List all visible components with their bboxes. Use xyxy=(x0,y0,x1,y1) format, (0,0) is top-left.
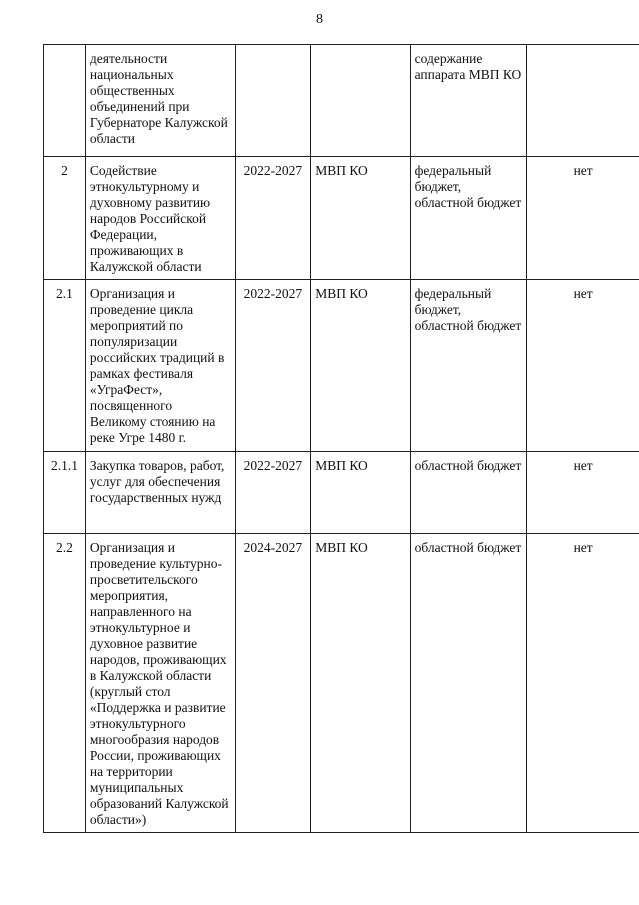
table-row xyxy=(44,452,639,534)
row-number-cell: 2.1 xyxy=(44,280,86,452)
row-number-cell: 2.1.1 xyxy=(44,452,86,534)
result-cell: нет xyxy=(527,534,639,833)
measure-name-cell: деятельности национальных общественных объединений при Губернаторе Калужской области xyxy=(85,45,235,157)
period-cell: 2022-2027 xyxy=(235,452,311,534)
row-number-cell: 2.2 xyxy=(44,534,86,833)
funding-source-cell: областной бюджет xyxy=(410,534,527,833)
table-row xyxy=(44,45,639,157)
measure-name-cell: Организация и проведение культурно-просветительского мероприятия, направленного на этнокультурное и духовное развитие народов, проживающих в Калужской области (круглый стол «Поддержка и развитие этнокультурного многообразия народов России, проживающих на территории муниципальных образований Калужской области») xyxy=(85,534,235,833)
funding-source-cell: федеральный бюджет, областной бюджет xyxy=(410,280,527,452)
period-cell: 2022-2027 xyxy=(235,157,311,280)
executor-cell: МВП КО xyxy=(311,534,410,833)
row-number-cell: 2 xyxy=(44,157,86,280)
period-cell: 2024-2027 xyxy=(235,534,311,833)
measure-name-cell: Закупка товаров, работ, услуг для обеспечения государственных нужд xyxy=(85,452,235,534)
table-row xyxy=(44,157,639,280)
result-cell xyxy=(527,45,639,157)
funding-source-cell: областной бюджет xyxy=(410,452,527,534)
page-number: 8 xyxy=(316,12,323,27)
funding-source-cell: содержание аппарата МВП КО xyxy=(410,45,527,157)
result-cell: нет xyxy=(527,157,639,280)
measure-name-cell: Содействие этнокультурному и духовному развитию народов Российской Федерации, проживающих в Калужской области xyxy=(85,157,235,280)
measure-name-cell: Организация и проведение цикла мероприятий по популяризации российских традиций в рамках фестиваля «УграФест», посвященного Великому стоянию на реке Угре 1480 г. xyxy=(85,280,235,452)
funding-source-cell: федеральный бюджет, областной бюджет xyxy=(410,157,527,280)
table-row xyxy=(44,280,639,452)
result-cell: нет xyxy=(527,280,639,452)
executor-cell: МВП КО xyxy=(311,280,410,452)
executor-cell: МВП КО xyxy=(311,157,410,280)
executor-cell xyxy=(311,45,410,157)
row-number-cell xyxy=(44,45,86,157)
measures-table xyxy=(43,44,639,833)
period-cell: 2022-2027 xyxy=(235,280,311,452)
result-cell: нет xyxy=(527,452,639,534)
executor-cell: МВП КО xyxy=(311,452,410,534)
period-cell xyxy=(235,45,311,157)
table-row xyxy=(44,534,639,833)
